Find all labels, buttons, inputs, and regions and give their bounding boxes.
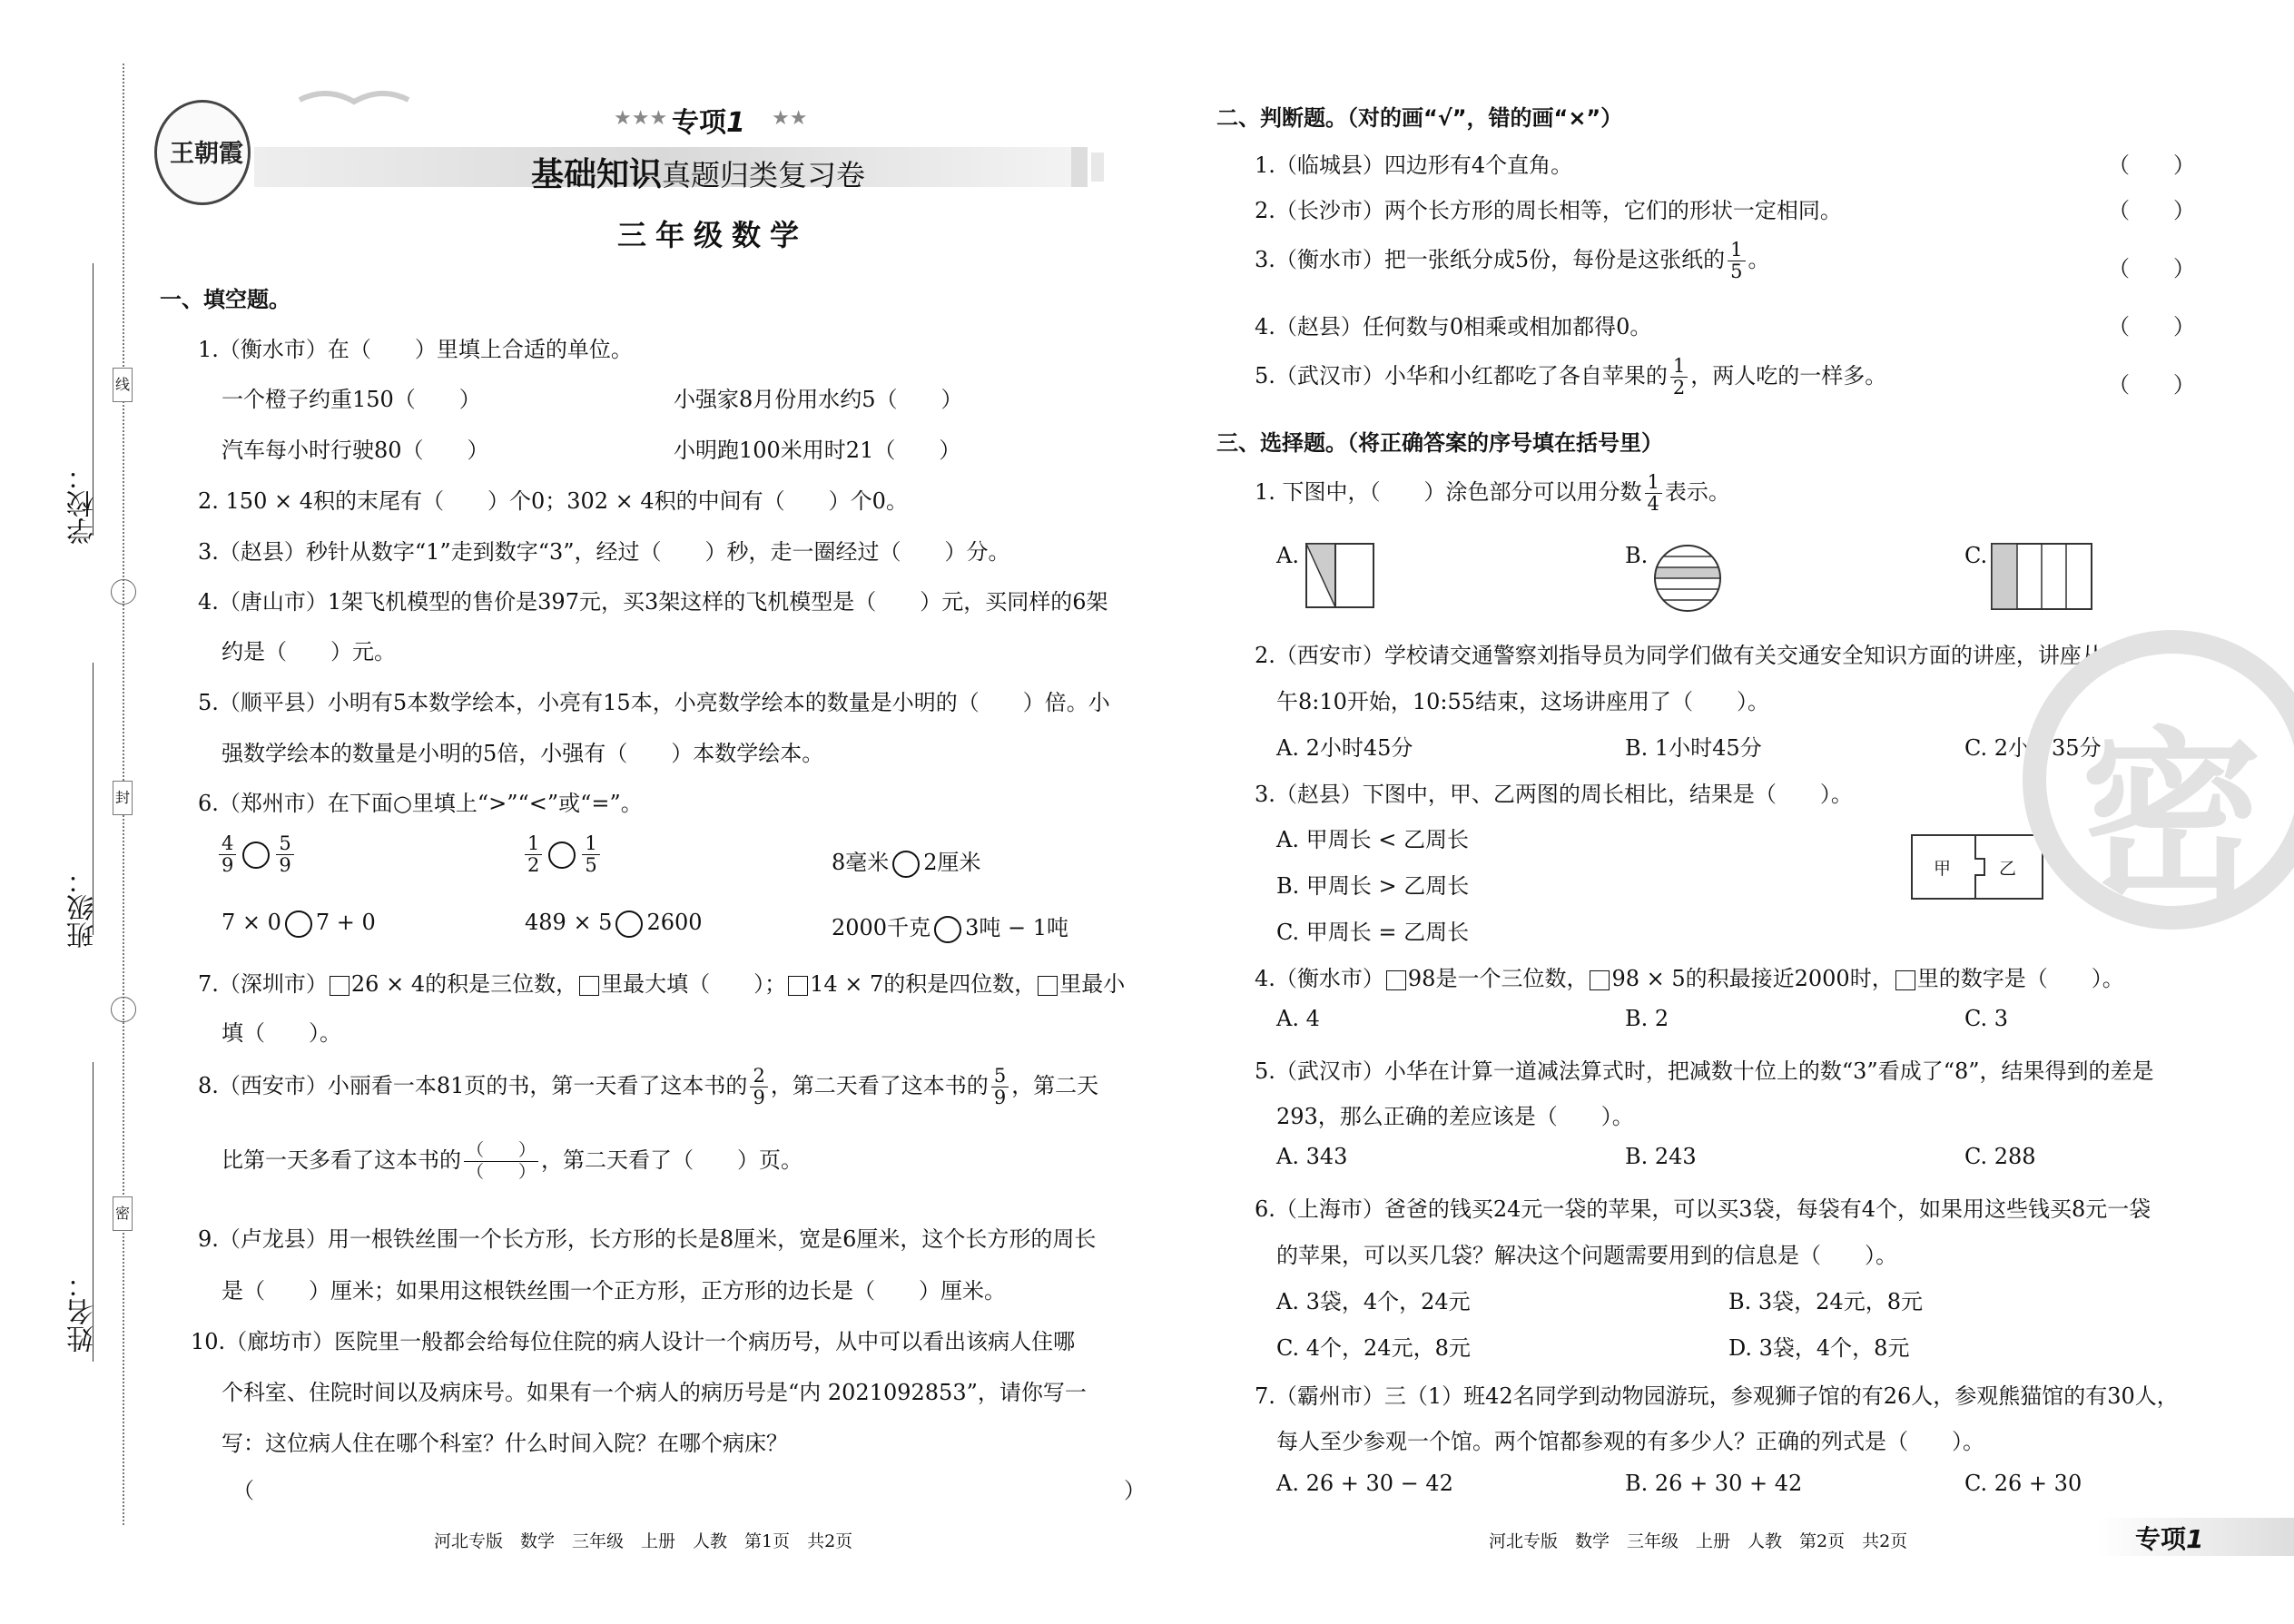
q3-1-option-c: C. xyxy=(1964,543,1988,568)
q3-7-option-a: A. 26 + 30 − 42 xyxy=(1276,1471,1453,1496)
q3-3-option-a: A. 甲周长 < 乙周长 xyxy=(1276,827,1469,852)
blank-box xyxy=(1386,970,1406,990)
q1-9-line2: 是（ ）厘米；如果用这根铁丝围一个正方形，正方形的边长是（ ）厘米。 xyxy=(222,1278,1006,1304)
q1-6-item-d: 7 × 0 7 + 0 xyxy=(222,910,376,938)
stars-left: ★★★ xyxy=(614,107,668,130)
q1-5-line1: 5.（顺平县）小明有5本数学绘本，小亮有15本，小亮数学绘本的数量是小明的（ ）倍。小 xyxy=(198,690,1110,715)
q1-4-line2: 约是（ ）元。 xyxy=(222,639,396,664)
q3-4: 4.（衡水市） 98是一个三位数， 98 × 5的积最接近2000时， 里的数字是（ ）。 xyxy=(1255,966,2124,991)
q2-2: 2.（长沙市）两个长方形的周长相等，它们的形状一定相同。 xyxy=(1255,198,1842,223)
blank-box xyxy=(1590,970,1610,990)
q1-6-item-a: $\frac{4}{9}$ $\frac{5}{9}$ xyxy=(216,833,297,876)
q1-3: 3.（赵县）秒针从数字“1”走到数字“3”，经过（ ）秒，走一圈经过（ ）分。 xyxy=(198,539,1010,565)
label-yi: 乙 xyxy=(1999,859,2017,879)
q3-5-line1: 5.（武汉市）小华在计算一道减法算式时，把减数十位上的数“3”看成了“8”，结果得到的差是 xyxy=(1255,1058,2154,1084)
binding-tag-secret: 密 xyxy=(113,1196,133,1231)
q1-6-item-b: $\frac{1}{2}$ $\frac{1}{5}$ xyxy=(522,833,603,876)
q1-10-line2: 个科室、住院时间以及病床号。如果有一个病人的病历号是“内 2021092853”，请你写一 xyxy=(222,1380,1087,1405)
q3-2-option-b: B. 1小时45分 xyxy=(1625,735,1762,761)
q1-6-item-c: 8毫米 2厘米 xyxy=(832,844,981,878)
q1-5-line2: 强数学绘本的数量是小明的5倍，小强有（ ）本数学绘本。 xyxy=(222,741,824,766)
q3-1-option-a: A. xyxy=(1276,543,1299,568)
q3-7-line1: 7.（霸州市）三（1）班42名同学到动物园游玩，参观狮子馆的有26人，参观熊猫馆的有30人， xyxy=(1255,1383,2179,1409)
compare-circle[interactable] xyxy=(615,910,643,938)
blank-box xyxy=(330,976,350,996)
binding-tag-seal: 封 xyxy=(113,781,133,815)
q1-4-line1: 4.（唐山市）1架飞机模型的售价是397元，买3架这样的飞机模型是（ ）元，买同样的6架 xyxy=(198,589,1108,615)
q3-7-option-b: B. 26 + 30 + 42 xyxy=(1625,1471,1803,1496)
q3-7-option-c: C. 26 + 30 xyxy=(1964,1471,2082,1496)
answer-paren[interactable]: （ ） xyxy=(2108,256,2195,281)
answer-paren[interactable]: （ ） xyxy=(2108,198,2195,223)
q1-8-line2: 比第一天多看了这本书的 $\frac{( )}{( )}$ ，第二天看了（ ）页。 xyxy=(222,1140,803,1182)
q2-3: 3.（衡水市）把一张纸分成5份，每份是这张纸的 $\frac{1}{5}$ 。 xyxy=(1255,239,1770,282)
q3-5-option-c: C. 288 xyxy=(1964,1144,2036,1169)
figure-a-split-square xyxy=(1305,542,1377,611)
q1-6-item-f: 2000千克 3吨 − 1吨 xyxy=(832,910,1068,943)
answer-paren[interactable]: （ ） xyxy=(2108,314,2195,340)
q3-4-option-b: B. 2 xyxy=(1625,1006,1669,1031)
q1-6: 6.（郑州市）在下面○里填上“>”“<”或“=”。 xyxy=(198,791,643,816)
compare-circle[interactable] xyxy=(285,910,312,938)
q3-1-option-b: B. xyxy=(1625,543,1649,568)
q3-4-option-c: C. 3 xyxy=(1964,1006,2009,1031)
label-jia: 甲 xyxy=(1934,859,1952,879)
q1-2: 2. 150 × 4积的末尾有（ ）个0；302 × 4积的中间有（ ）个0。 xyxy=(198,488,908,514)
q1-1-c: 汽车每小时行驶80（ ） xyxy=(222,438,489,463)
brand-logo: 王朝霞 xyxy=(154,100,251,205)
seal-watermark: 密 xyxy=(2023,630,2294,930)
q3-2-option-c: C. 2小时35分 xyxy=(1964,735,2102,761)
section2-heading: 二、判断题。（对的画“√”，错的画“×”） xyxy=(1216,105,1623,131)
q1-10-paren-right: ） xyxy=(1124,1478,1146,1503)
answer-paren[interactable]: （ ） xyxy=(2108,153,2195,178)
school-label: 学校： xyxy=(67,463,99,545)
q3-3: 3.（赵县）下图中，甲、乙两图的周长相比，结果是（ ）。 xyxy=(1255,782,1853,807)
q1-1: 1.（衡水市）在（ ）里填上合适的单位。 xyxy=(198,337,633,362)
blank-box xyxy=(1038,976,1058,996)
q3-2-line2: 午8:10开始，10:55结束，这场讲座用了（ ）。 xyxy=(1276,689,1770,714)
q1-1-a: 一个橙子约重150（ ） xyxy=(222,387,481,412)
binding-hole xyxy=(111,579,136,605)
blank-box xyxy=(788,976,808,996)
footer-tag: 专项1 xyxy=(2135,1524,2204,1554)
q3-7-line2: 每人至少参观一个馆。两个馆都参观的有多少人？正确的列式是（ ）。 xyxy=(1276,1429,1984,1454)
q3-6-option-d: D. 3袋，4个，8元 xyxy=(1728,1335,1910,1361)
q1-10-line3: 写：这位病人住在哪个科室？什么时间入院？在哪个病床？ xyxy=(222,1431,788,1456)
class-label: 班级： xyxy=(67,867,99,949)
q1-6-item-e: 489 × 5 2600 xyxy=(525,910,703,938)
binding-tag-line: 线 xyxy=(113,368,133,402)
q3-6-option-c: C. 4个，24元，8元 xyxy=(1276,1335,1471,1361)
compare-circle[interactable] xyxy=(242,842,270,869)
q3-2-option-a: A. 2小时45分 xyxy=(1276,735,1413,761)
q3-2-line1: 2.（西安市）学校请交通警察刘指导员为同学们做有关交通安全知识方面的讲座，讲座从上 xyxy=(1255,643,2125,668)
paper-subtitle: 三年级数学 xyxy=(617,218,809,252)
q1-1-d: 小明跑100米用时21（ ） xyxy=(674,438,961,463)
q2-1: 1.（临城县）四边形有4个直角。 xyxy=(1255,153,1573,178)
q3-6-line1: 6.（上海市）爸爸的钱买24元一袋的苹果，可以买3袋，每袋有4个，如果用这些钱买8元一袋 xyxy=(1255,1196,2151,1222)
q1-8-line1: 8.（西安市）小丽看一本81页的书，第一天看了这本书的 $\frac{2}{9}$ ，第二天看了这本书的 $\frac{5}{9}$ ，第二天 xyxy=(198,1065,1099,1108)
blank-box xyxy=(579,976,599,996)
q3-5-option-a: A. 343 xyxy=(1276,1144,1348,1169)
figure-jia-yi-rects xyxy=(1910,833,2046,902)
footer-left: 河北专版 数学 三年级 上册 人教 第1页 共2页 xyxy=(434,1531,853,1551)
q3-6-option-a: A. 3袋，4个，24元 xyxy=(1276,1289,1471,1314)
q1-7-line1: 7.（深圳市） 26 × 4的积是三位数， 里最大填（ ）； 14 × 7的积是四位数， 里最小 xyxy=(198,971,1126,997)
q3-4-option-a: A. 4 xyxy=(1276,1006,1320,1031)
topic-label: 专项1 xyxy=(672,107,745,139)
q2-4: 4.（赵县）任何数与0相乘或相加都得0。 xyxy=(1255,314,1652,340)
q2-5: 5.（武汉市）小华和小红都吃了各自苹果的 $\frac{1}{2}$ ，两人吃的一样多。 xyxy=(1255,355,1887,399)
q1-7-line2: 填（ ）。 xyxy=(222,1020,341,1046)
compare-circle[interactable] xyxy=(934,916,961,943)
compare-circle[interactable] xyxy=(548,842,576,869)
q1-10-line1: 10.（廊坊市）医院里一般都会给每位住院的病人设计一个病历号，从中可以看出该病人住哪 xyxy=(191,1329,1076,1354)
figure-b-striped-circle xyxy=(1650,543,1725,614)
blank-box xyxy=(1895,970,1915,990)
compare-circle[interactable] xyxy=(892,851,920,878)
q1-9-line1: 9.（卢龙县）用一根铁丝围一个长方形，长方形的长是8厘米，宽是6厘米，这个长方形的周长 xyxy=(198,1226,1097,1252)
stars-right: ★★ xyxy=(772,107,808,130)
q3-6-option-b: B. 3袋，24元，8元 xyxy=(1728,1289,1923,1314)
q3-5-line2: 293，那么正确的差应该是（ ）。 xyxy=(1276,1104,1634,1129)
q3-6-line2: 的苹果，可以买几袋？解决这个问题需要用到的信息是（ ）。 xyxy=(1276,1243,1897,1268)
section1-heading: 一、填空题。 xyxy=(160,287,290,312)
figure-c-four-part-rect xyxy=(1990,542,2095,613)
section3-heading: 三、选择题。（将正确答案的序号填在括号里） xyxy=(1216,430,1663,456)
paper-title: 基础知识真题归类复习卷 xyxy=(531,156,866,193)
q1-1-b: 小强家8月份用水约5（ ） xyxy=(674,387,963,412)
q3-5-option-b: B. 243 xyxy=(1625,1144,1697,1169)
q3-1: 1. 下图中，（ ）涂色部分可以用分数 $\frac{1}{4}$ 表示。 xyxy=(1255,471,1730,515)
q1-10-paren-left: （ xyxy=(232,1478,254,1503)
q3-3-option-b: B. 甲周长 > 乙周长 xyxy=(1276,873,1470,899)
binding-hole xyxy=(111,997,136,1022)
name-label: 姓名： xyxy=(67,1271,99,1353)
answer-paren[interactable]: （ ） xyxy=(2108,372,2195,398)
q3-3-option-c: C. 甲周长 = 乙周长 xyxy=(1276,920,1470,945)
footer-right: 河北专版 数学 三年级 上册 人教 第2页 共2页 xyxy=(1489,1531,1908,1551)
